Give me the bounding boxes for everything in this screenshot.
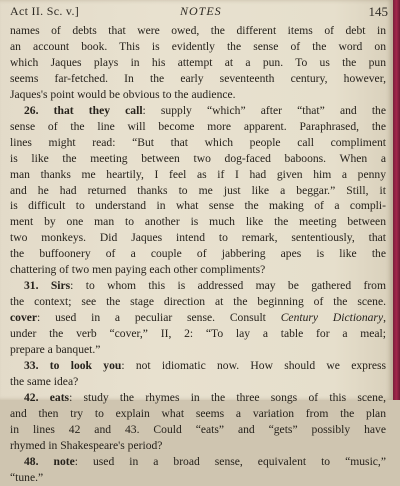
note-headword: note: [53, 454, 75, 468]
text-line: the buffoonery of a couple of jabbering apes is like the: [10, 247, 386, 261]
note-headword: cover: [10, 311, 38, 325]
text-line: an account book. This is evidently the sense of the word on: [10, 39, 386, 53]
text-line: is like the meeting between two dog-faced baboons. When a: [10, 151, 386, 165]
text-line: under the verb “cover,” II, 2: “To lay a table for a meal;: [10, 327, 386, 341]
text-line: “tune.”: [10, 470, 44, 484]
text-line: ment by one man to another is much like the meeting between: [10, 215, 386, 229]
text-line: and he had returned thanks to me just like a beggar.” Still, it: [10, 183, 386, 197]
note-33: 33. to look you: not idiomatic now. How should we express: [24, 359, 386, 373]
note-number: 42.: [24, 390, 39, 404]
text-line: the context; see the stage direction at the beginning of the scene.: [10, 295, 386, 309]
text-line: sense of the line will become more apparent. Paraphrased, the: [10, 119, 386, 133]
text-line: and then try to explain what seems a variation from the plan: [10, 406, 386, 420]
text-line: two monkeys. Did Jaques intend to remark, sententiously, that: [10, 231, 386, 245]
note-26: 26. that they call: supply “which” after “that” and the: [24, 103, 386, 117]
note-number: 31.: [24, 279, 39, 293]
note-number: 48.: [24, 454, 39, 468]
italic-reference: Century Dictionary: [280, 311, 384, 325]
text-line: in lines 42 and 43. Could “eats” and “gets” possibly have: [10, 422, 386, 436]
text-line: rhymed in Shakespeare's period?: [10, 438, 163, 452]
text-line: chattering of two men paying each other compliments?: [10, 263, 266, 277]
text-line: the same idea?: [10, 374, 79, 388]
note-headword: eats: [49, 390, 70, 404]
note-headword: to look you: [49, 359, 122, 373]
note-31: 31. Sirs: to whom this is addressed may be gathered from: [24, 279, 386, 293]
note-48: 48. note: used in a broad sense, equivalent to “music,”: [24, 454, 386, 468]
text-line: prepare a banquet.”: [10, 343, 101, 357]
note-number: 33.: [24, 359, 39, 373]
book-cover-edge: [393, 0, 400, 400]
note-number: 26.: [24, 103, 39, 117]
notes-body: [10, 23, 386, 486]
running-header: [10, 4, 388, 20]
text-line: is difficult to understand in what sense the making of a compli-: [10, 199, 386, 213]
text-line: which Jaques plays in his attempt at a pun. To us the pun: [10, 55, 386, 69]
note-headword: Sirs: [50, 279, 71, 293]
text-line: man thanks me heartily, I feel as if I had given him a penny: [10, 167, 386, 181]
page-number: 145: [368, 4, 388, 19]
header-title: NOTES: [180, 4, 222, 18]
text-line: Jaques's point would be obvious to the audience.: [10, 87, 236, 101]
text-line: lines might read: “But that which people call compliment: [10, 135, 386, 149]
text-line: names of debts that were owed, the different items of debt in: [10, 24, 386, 37]
note-cover: cover: used in a peculiar sense. Consult Century Dictionary,: [10, 311, 386, 325]
text-line: seems far-fetched. In the early seventeenth century, however,: [10, 71, 386, 85]
note-headword: that they call: [53, 103, 143, 117]
note-42: 42. eats: study the rhymes in the three songs of this scene,: [24, 390, 386, 404]
header-act-scene: Act II. Sc. v.]: [10, 4, 80, 18]
